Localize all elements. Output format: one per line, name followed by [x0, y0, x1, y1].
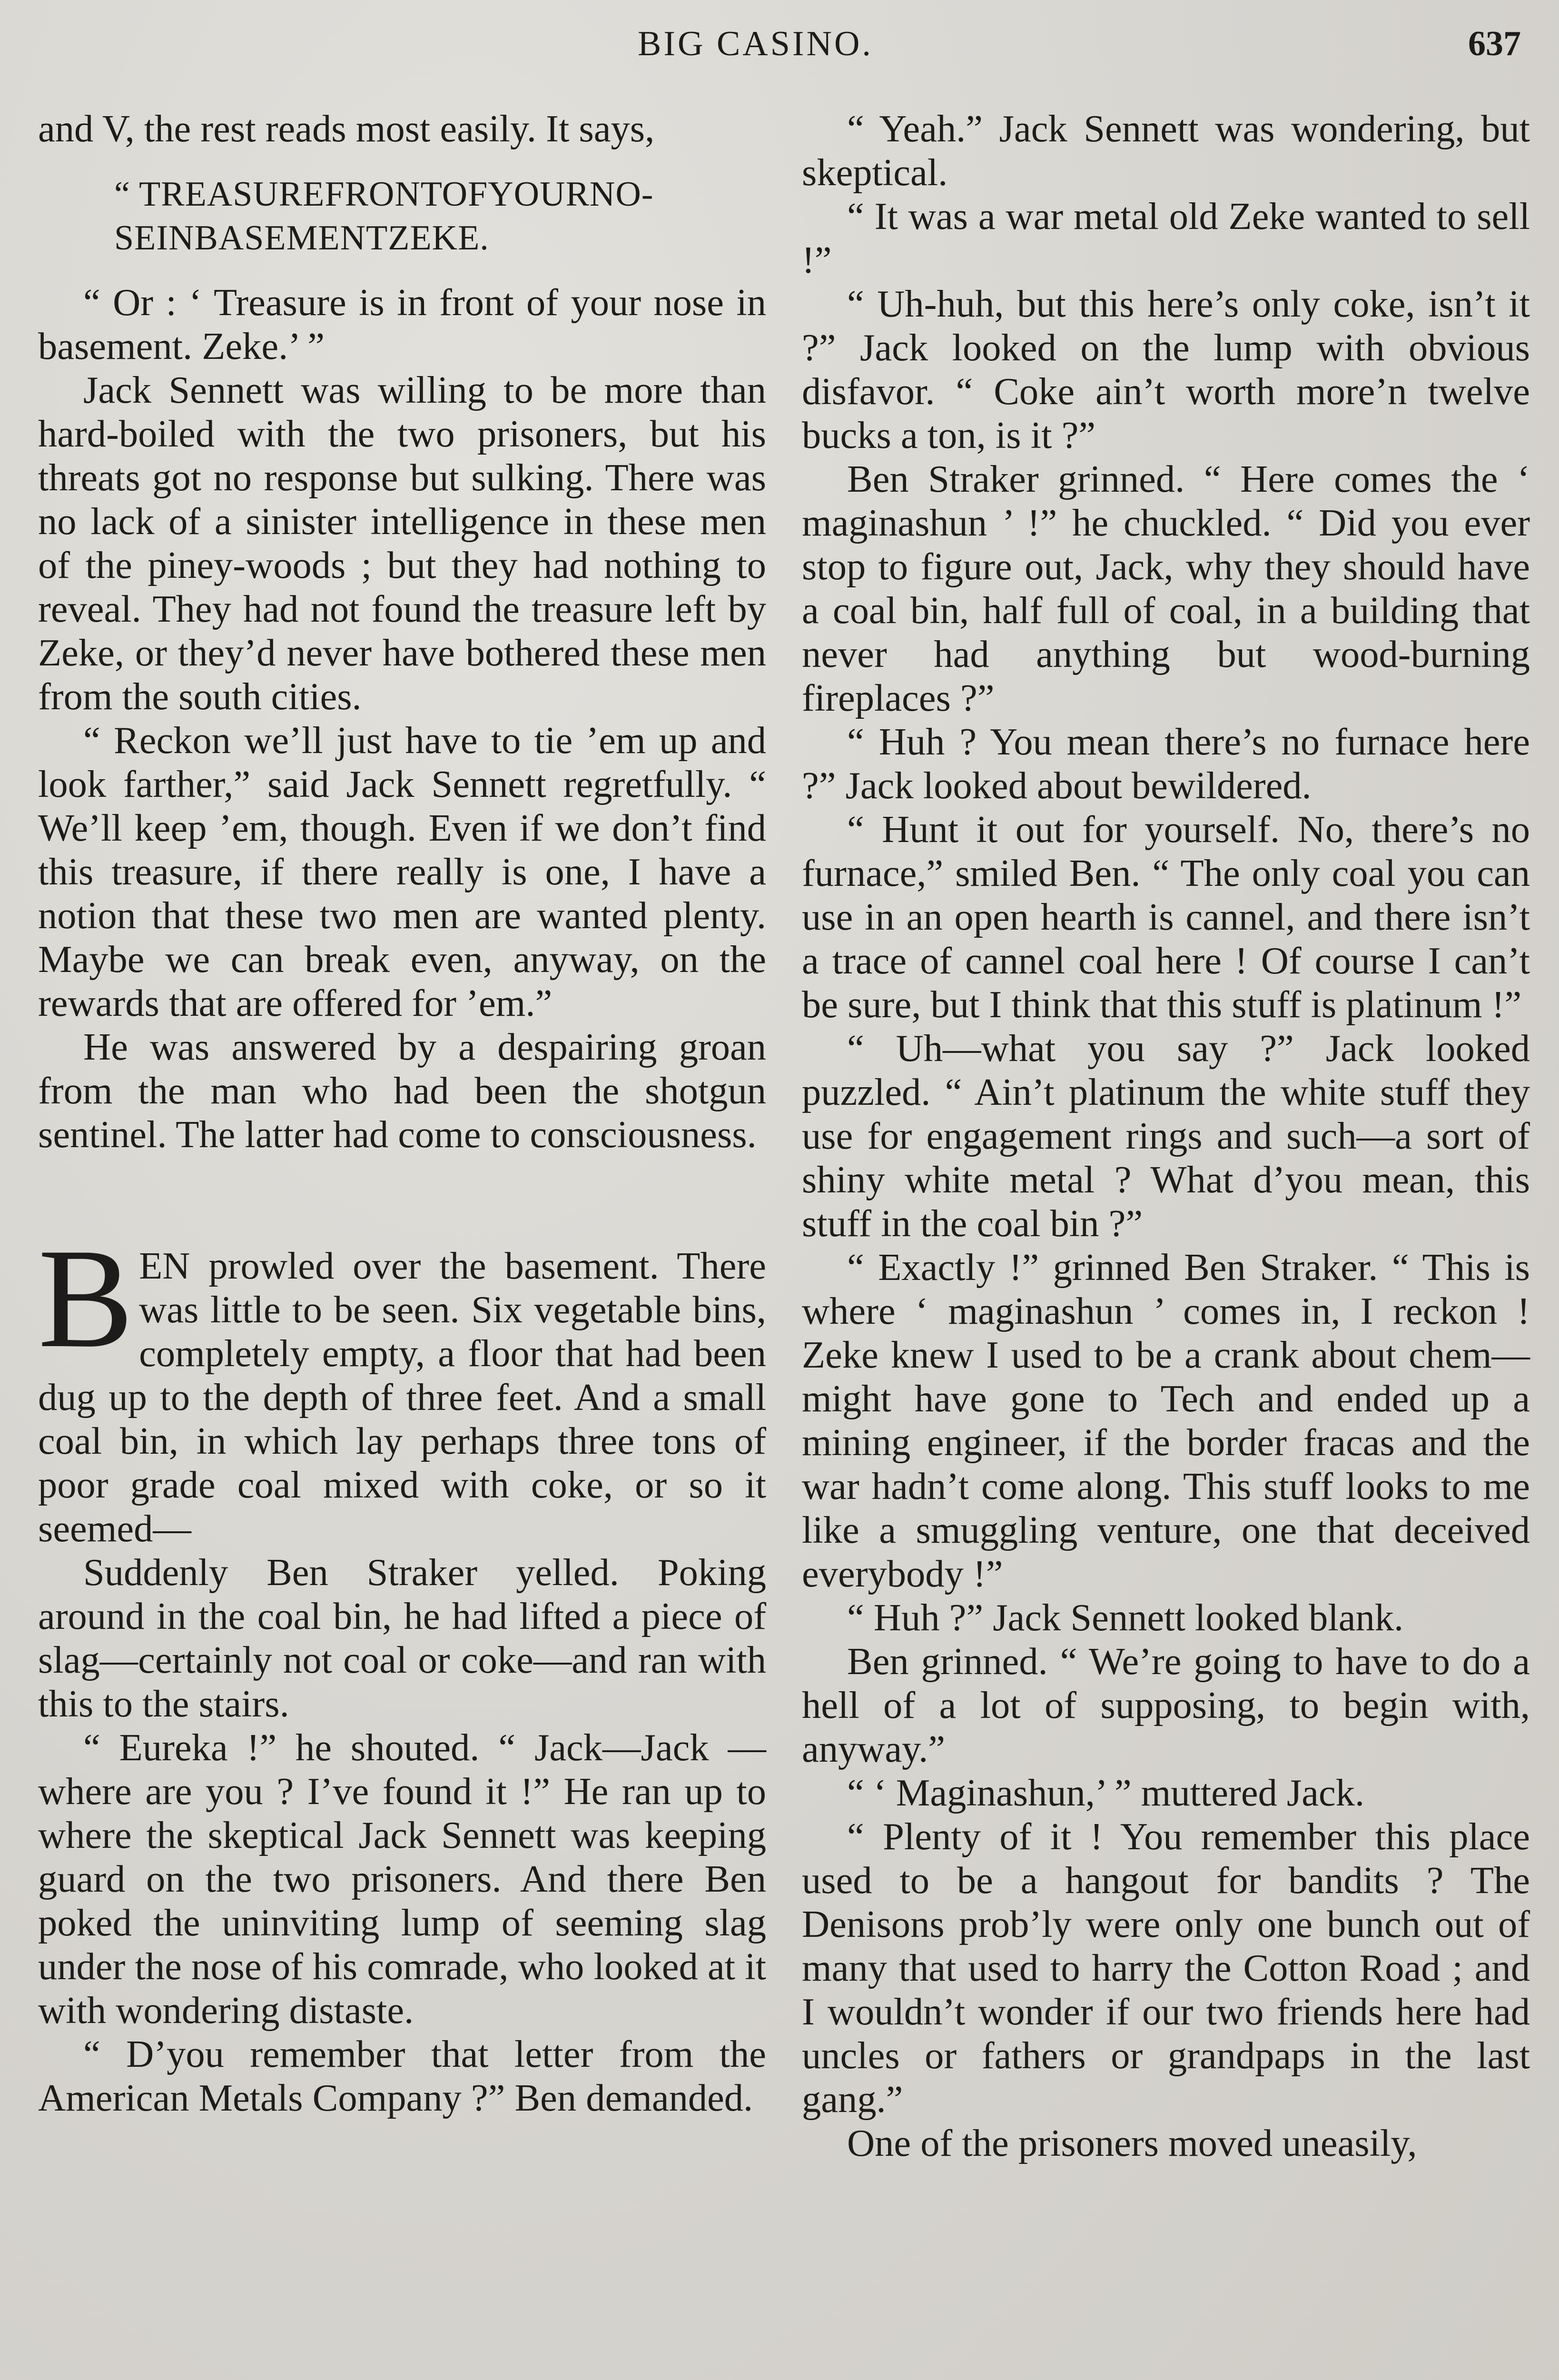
paragraph: “ Huh ? You mean there’s no furnace here ?” Jack looked about bewildered. — [802, 721, 1530, 807]
paragraph: and V, the rest reads most easily. It says, — [38, 108, 655, 150]
paragraph: Ben grinned. “ We’re going to have to do a hell of a lot of supposing, to begin with, anyway.” — [802, 1640, 1530, 1770]
paragraph-text: EN prowled over the basement. There was little to be seen. Six vegetable bins, completely empty, a floor that had been dug up to the depth of three feet. And a small coal bin, in which lay perhaps three tons of poor grade coal mixed with coke, or so it seemed— — [38, 1245, 766, 1550]
paragraph: “ Eureka !” he shouted. “ Jack—Jack —where are you ? I’ve found it !” He ran up to where the skeptical Jack Sennett was keeping guard on the two prisoners. And there Ben poked the uninviting lump of seeming slag under the nose of his comrade, who looked at it with wondering distaste. — [38, 1726, 766, 2032]
paragraph: One of the prisoners moved uneasily, — [847, 2122, 1417, 2164]
paragraph: “ ‘ Maginashun,’ ” muttered Jack. — [847, 1772, 1365, 1814]
paragraph: “ Plenty of it ! You remember this place used to be a hangout for bandits ? The Denisons prob’ly were only one bunch out of many that used to harry the Cotton Road ; and I wouldn’t wonder if our two friends here had uncles or fathers or grandpaps in the last gang.” — [802, 1815, 1530, 2121]
paragraph: “ Hunt it out for yourself. No, there’s no furnace,” smiled Ben. “ The only coal you can use in an open hearth is cannel, and there isn’t a trace of cannel coal here ! Of course I can’t be sure, but I think that this stuff is platinum !” — [802, 808, 1530, 1026]
running-head: BIG CASINO. — [638, 24, 873, 63]
paragraph: Jack Sennett was willing to be more than hard-boiled with the two prisoners, but his threats got no response but sulking. There was no lack of a sinister intelligence in these men of the piney-woods ; but they had nothing to reveal. They had not found the treasure left by Zeke, or they’d never have bothered these men from the south cities. — [38, 369, 766, 718]
paragraph: “ Exactly !” grinned Ben Straker. “ This is where ‘ maginashun ’ comes in, I reckon ! Zeke knew I used to be a crank about chem—might have gone to Tech and ended up a mining engineer, if the border fracas and the war hadn’t come along. This stuff looks to me like a smuggling venture, one that deceived everybody !” — [802, 1246, 1530, 1595]
page-number: 637 — [1468, 24, 1521, 63]
page-header — [0, 24, 1559, 76]
paragraph: Suddenly Ben Straker yelled. Poking around in the coal bin, he had lifted a piece of slag—certainly not coal or coke—and ran with this to the stairs. — [38, 1551, 766, 1725]
coded-letter: “ TREASUREFRONTOFYOURNO-SEINBASEMENTZEKE. — [114, 175, 654, 258]
right-column — [802, 107, 1530, 2165]
paragraph: “ Or : ‘ Treasure is in front of your nose in basement. Zeke.’ ” — [38, 281, 766, 367]
paragraph: Ben Straker grinned. “ Here comes the ‘ maginashun ’ !” he chuckled. “ Did you ever stop to figure out, Jack, why they should have a coal bin, half full of coal, in a building that never had anything but wood-burning fireplaces ?” — [802, 458, 1530, 719]
paragraph: “ It was a war metal old Zeke wanted to sell !” — [802, 195, 1530, 281]
paragraph: “ D’you remember that letter from the American Metals Company ?” Ben demanded. — [38, 2033, 766, 2119]
paragraph: “ Uh—what you say ?” Jack looked puzzled. “ Ain’t platinum the white stuff they use for engagement rings and such—a sort of shiny white metal ? What d’you mean, this stuff in the coal bin ?” — [802, 1027, 1530, 1245]
paragraph: “ Huh ?” Jack Sennett looked blank. — [847, 1597, 1404, 1639]
paragraph: He was answered by a despairing groan from the man who had been the shotgun sentinel. The latter had come to consciousness. — [38, 1026, 766, 1156]
section-opening-paragraph — [38, 1219, 766, 1551]
left-column — [38, 107, 766, 2120]
paragraph: “ Uh-huh, but this here’s only coke, isn’t it ?” Jack looked on the lump with obvious disfavor. “ Coke ain’t worth more’n twelve bucks a ton, is it ?” — [802, 283, 1530, 456]
drop-cap: B — [38, 1219, 134, 1377]
paragraph: “ Yeah.” Jack Sennett was wondering, but skeptical. — [802, 108, 1530, 194]
paragraph: “ Reckon we’ll just have to tie ’em up and look farther,” said Jack Sennett regretfully. “ We’ll keep ’em, though. Even if we don’t find this treasure, if there really is one, I have a notion that these two men are wanted plenty. Maybe we can break even, anyway, on the rewards that are offered for ’em.” — [38, 719, 766, 1024]
